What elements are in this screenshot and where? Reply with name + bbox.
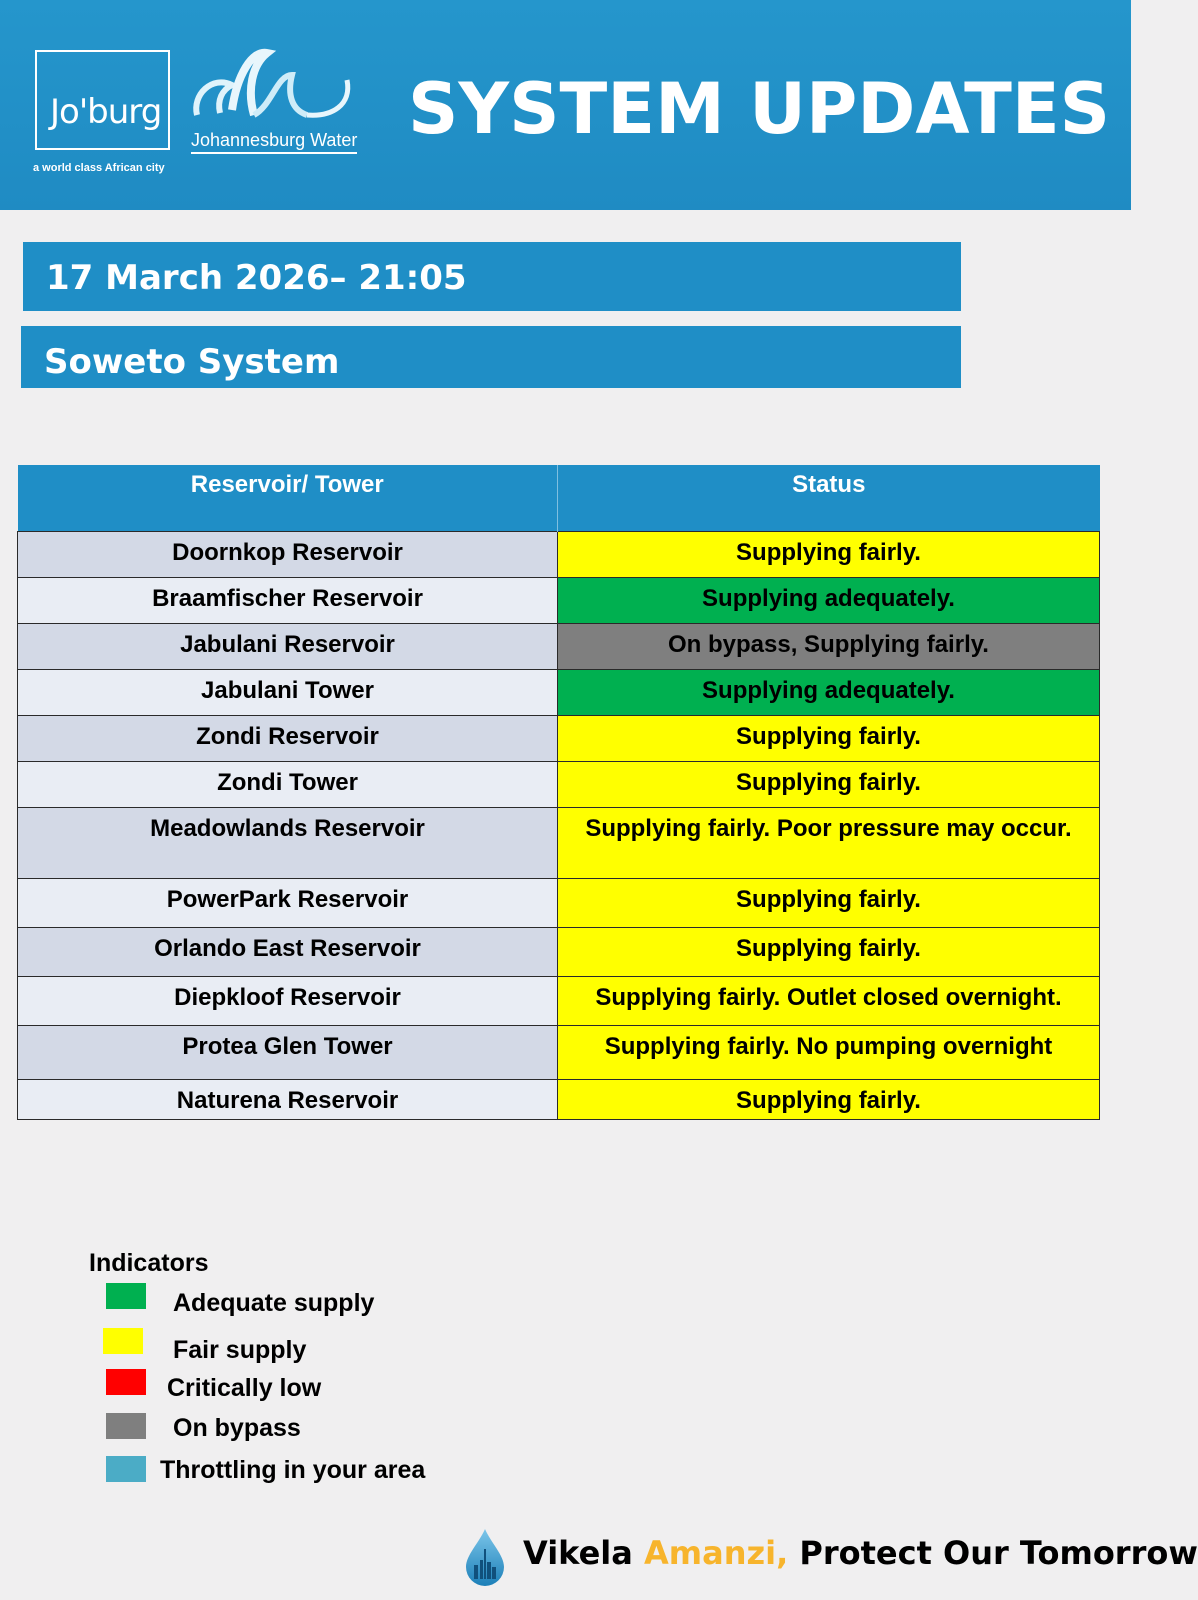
johannesburg-water-label: Johannesburg Water	[191, 130, 357, 154]
reservoir-name: Orlando East Reservoir	[18, 928, 558, 977]
legend-swatch-fair	[103, 1328, 143, 1354]
footer-slogan	[463, 1524, 1198, 1588]
reservoir-status-table	[17, 465, 1100, 1120]
reservoir-name: Jabulani Tower	[18, 670, 558, 716]
status-cell: Supplying fairly.	[558, 1080, 1100, 1120]
page-title: SYSTEM UPDATES	[408, 68, 1111, 150]
legend-swatch-adequate	[106, 1283, 146, 1309]
joburg-logo-text: Jo'burg	[50, 92, 162, 132]
slogan-text	[523, 1534, 1198, 1572]
slogan-part-2: Protect Our Tomorrow	[788, 1534, 1198, 1572]
status-cell: On bypass, Supplying fairly.	[558, 624, 1100, 670]
table-row	[18, 977, 1100, 1026]
joburg-tagline: a world class African city	[33, 162, 165, 174]
table-row	[18, 1080, 1100, 1120]
status-cell: Supplying fairly.	[558, 928, 1100, 977]
table-row	[18, 716, 1100, 762]
reservoir-name: Naturena Reservoir	[18, 1080, 558, 1120]
column-header-reservoir: Reservoir/ Tower	[18, 465, 558, 532]
slogan-accent: Amanzi,	[644, 1534, 789, 1572]
reservoir-name: Protea Glen Tower	[18, 1026, 558, 1080]
slogan-part-1: Vikela	[523, 1534, 644, 1572]
reservoir-name: Diepkloof Reservoir	[18, 977, 558, 1026]
reservoir-name: Doornkop Reservoir	[18, 532, 558, 578]
table-row	[18, 624, 1100, 670]
table-header-row	[18, 465, 1100, 532]
legend-swatch-critical	[106, 1369, 146, 1395]
status-cell: Supplying fairly.	[558, 532, 1100, 578]
legend-label-critical: Critically low	[167, 1374, 322, 1402]
status-cell: Supplying fairly.	[558, 716, 1100, 762]
table-row	[18, 879, 1100, 928]
system-name: Soweto System	[21, 326, 961, 388]
legend-label-fair: Fair supply	[173, 1336, 307, 1364]
status-cell: Supplying fairly.	[558, 879, 1100, 928]
table-row	[18, 808, 1100, 879]
reservoir-name: Braamfischer Reservoir	[18, 578, 558, 624]
table-row	[18, 1026, 1100, 1080]
reservoir-name: Meadowlands Reservoir	[18, 808, 558, 879]
table-row	[18, 928, 1100, 977]
update-datetime: 17 March 2026– 21:05	[23, 242, 961, 311]
reservoir-name: Jabulani Reservoir	[18, 624, 558, 670]
status-cell: Supplying fairly. Outlet closed overnight.	[558, 977, 1100, 1026]
status-cell: Supplying adequately.	[558, 578, 1100, 624]
water-drop-skyline-icon	[463, 1527, 507, 1587]
legend-label-adequate: Adequate supply	[173, 1289, 375, 1317]
status-cell: Supplying fairly. No pumping overnight	[558, 1026, 1100, 1080]
legend-swatch-throttling	[106, 1456, 146, 1482]
reservoir-name: Zondi Reservoir	[18, 716, 558, 762]
table-row	[18, 762, 1100, 808]
legend-swatch-bypass	[106, 1413, 146, 1439]
table-row	[18, 670, 1100, 716]
column-header-status: Status	[558, 465, 1100, 532]
table-row	[18, 578, 1100, 624]
reservoir-name: Zondi Tower	[18, 762, 558, 808]
status-cell: Supplying fairly.	[558, 762, 1100, 808]
status-cell: Supplying fairly. Poor pressure may occur.	[558, 808, 1100, 879]
header-banner	[0, 0, 1131, 210]
reservoir-name: PowerPark Reservoir	[18, 879, 558, 928]
indicators-title: Indicators	[89, 1249, 209, 1277]
johannesburg-water-wave-icon	[192, 45, 362, 135]
status-cell: Supplying adequately.	[558, 670, 1100, 716]
table-row	[18, 532, 1100, 578]
legend-label-bypass: On bypass	[173, 1414, 301, 1442]
legend-label-throttling: Throttling in your area	[160, 1456, 426, 1484]
